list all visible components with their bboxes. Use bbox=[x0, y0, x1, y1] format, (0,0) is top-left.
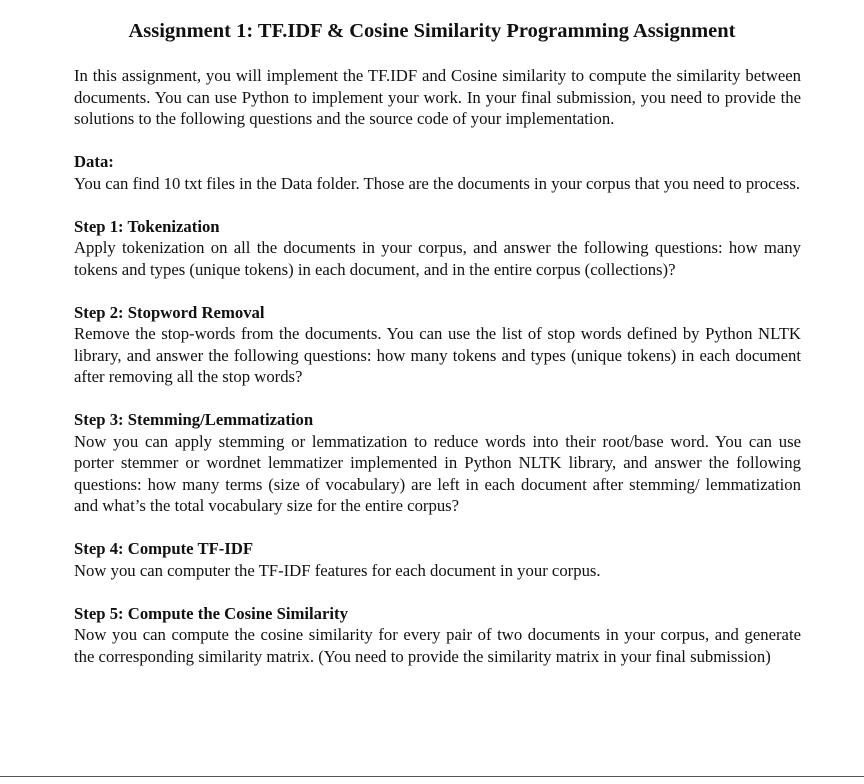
section-step-1 bbox=[74, 216, 801, 281]
section-heading: Step 3: Stemming/Lemmatization bbox=[74, 410, 314, 429]
section-body: You can find 10 txt files in the Data folder. Those are the documents in your corpus that you need to process. bbox=[74, 173, 801, 193]
section-heading: Step 1: Tokenization bbox=[74, 216, 220, 236]
section-heading: Data: bbox=[74, 152, 114, 171]
section-step-2 bbox=[74, 302, 801, 388]
bottom-divider bbox=[0, 776, 864, 777]
section-body: Apply tokenization on all the documents in your corpus, and answer the following questions: how many tokens and types (unique tokens) in each document, and in the entire corpus (collections)? bbox=[74, 238, 801, 279]
section-step-3 bbox=[74, 409, 801, 517]
intro-paragraph: In this assignment, you will implement the TF.IDF and Cosine similarity to compute the similarity between documents. You can use Python to implement your work. In your final submission, you need to provide the solutions to the following questions and the source code of your implementation. bbox=[74, 66, 801, 128]
section-step-4 bbox=[74, 538, 801, 581]
section-body: Now you can computer the TF-IDF features for each document in your corpus. bbox=[74, 560, 601, 580]
section-heading: Step 2: Stopword Removal bbox=[74, 302, 265, 322]
section-step-5 bbox=[74, 603, 801, 668]
section-body: Remove the stop-words from the documents. You can use the list of stop words defined by Python NLTK library, and answer the following questions: how many tokens and types (unique tokens) in each document after removing all the stop words? bbox=[74, 324, 801, 386]
section-body: Now you can compute the cosine similarity for every pair of two documents in your corpus, and generate the corresponding similarity matrix. (You need to provide the similarity matrix in your final submission) bbox=[74, 625, 801, 666]
document-title: Assignment 1: TF.IDF & Cosine Similarity Programming Assignment bbox=[128, 20, 736, 42]
section-body: Now you can apply stemming or lemmatization to reduce words into their root/base word. You can use porter stemmer or wordnet lemmatizer implemented in Python NLTK library, and answer the following questions: how many terms (size of vocabulary) are left in each document after stemming/ lemmatization and what’s the total vocabulary size for the entire corpus? bbox=[74, 431, 801, 515]
section-heading: Step 4: Compute TF-IDF bbox=[74, 539, 254, 558]
section-data bbox=[74, 151, 801, 194]
document-body bbox=[74, 65, 801, 667]
section-heading: Step 5: Compute the Cosine Similarity bbox=[74, 603, 348, 623]
